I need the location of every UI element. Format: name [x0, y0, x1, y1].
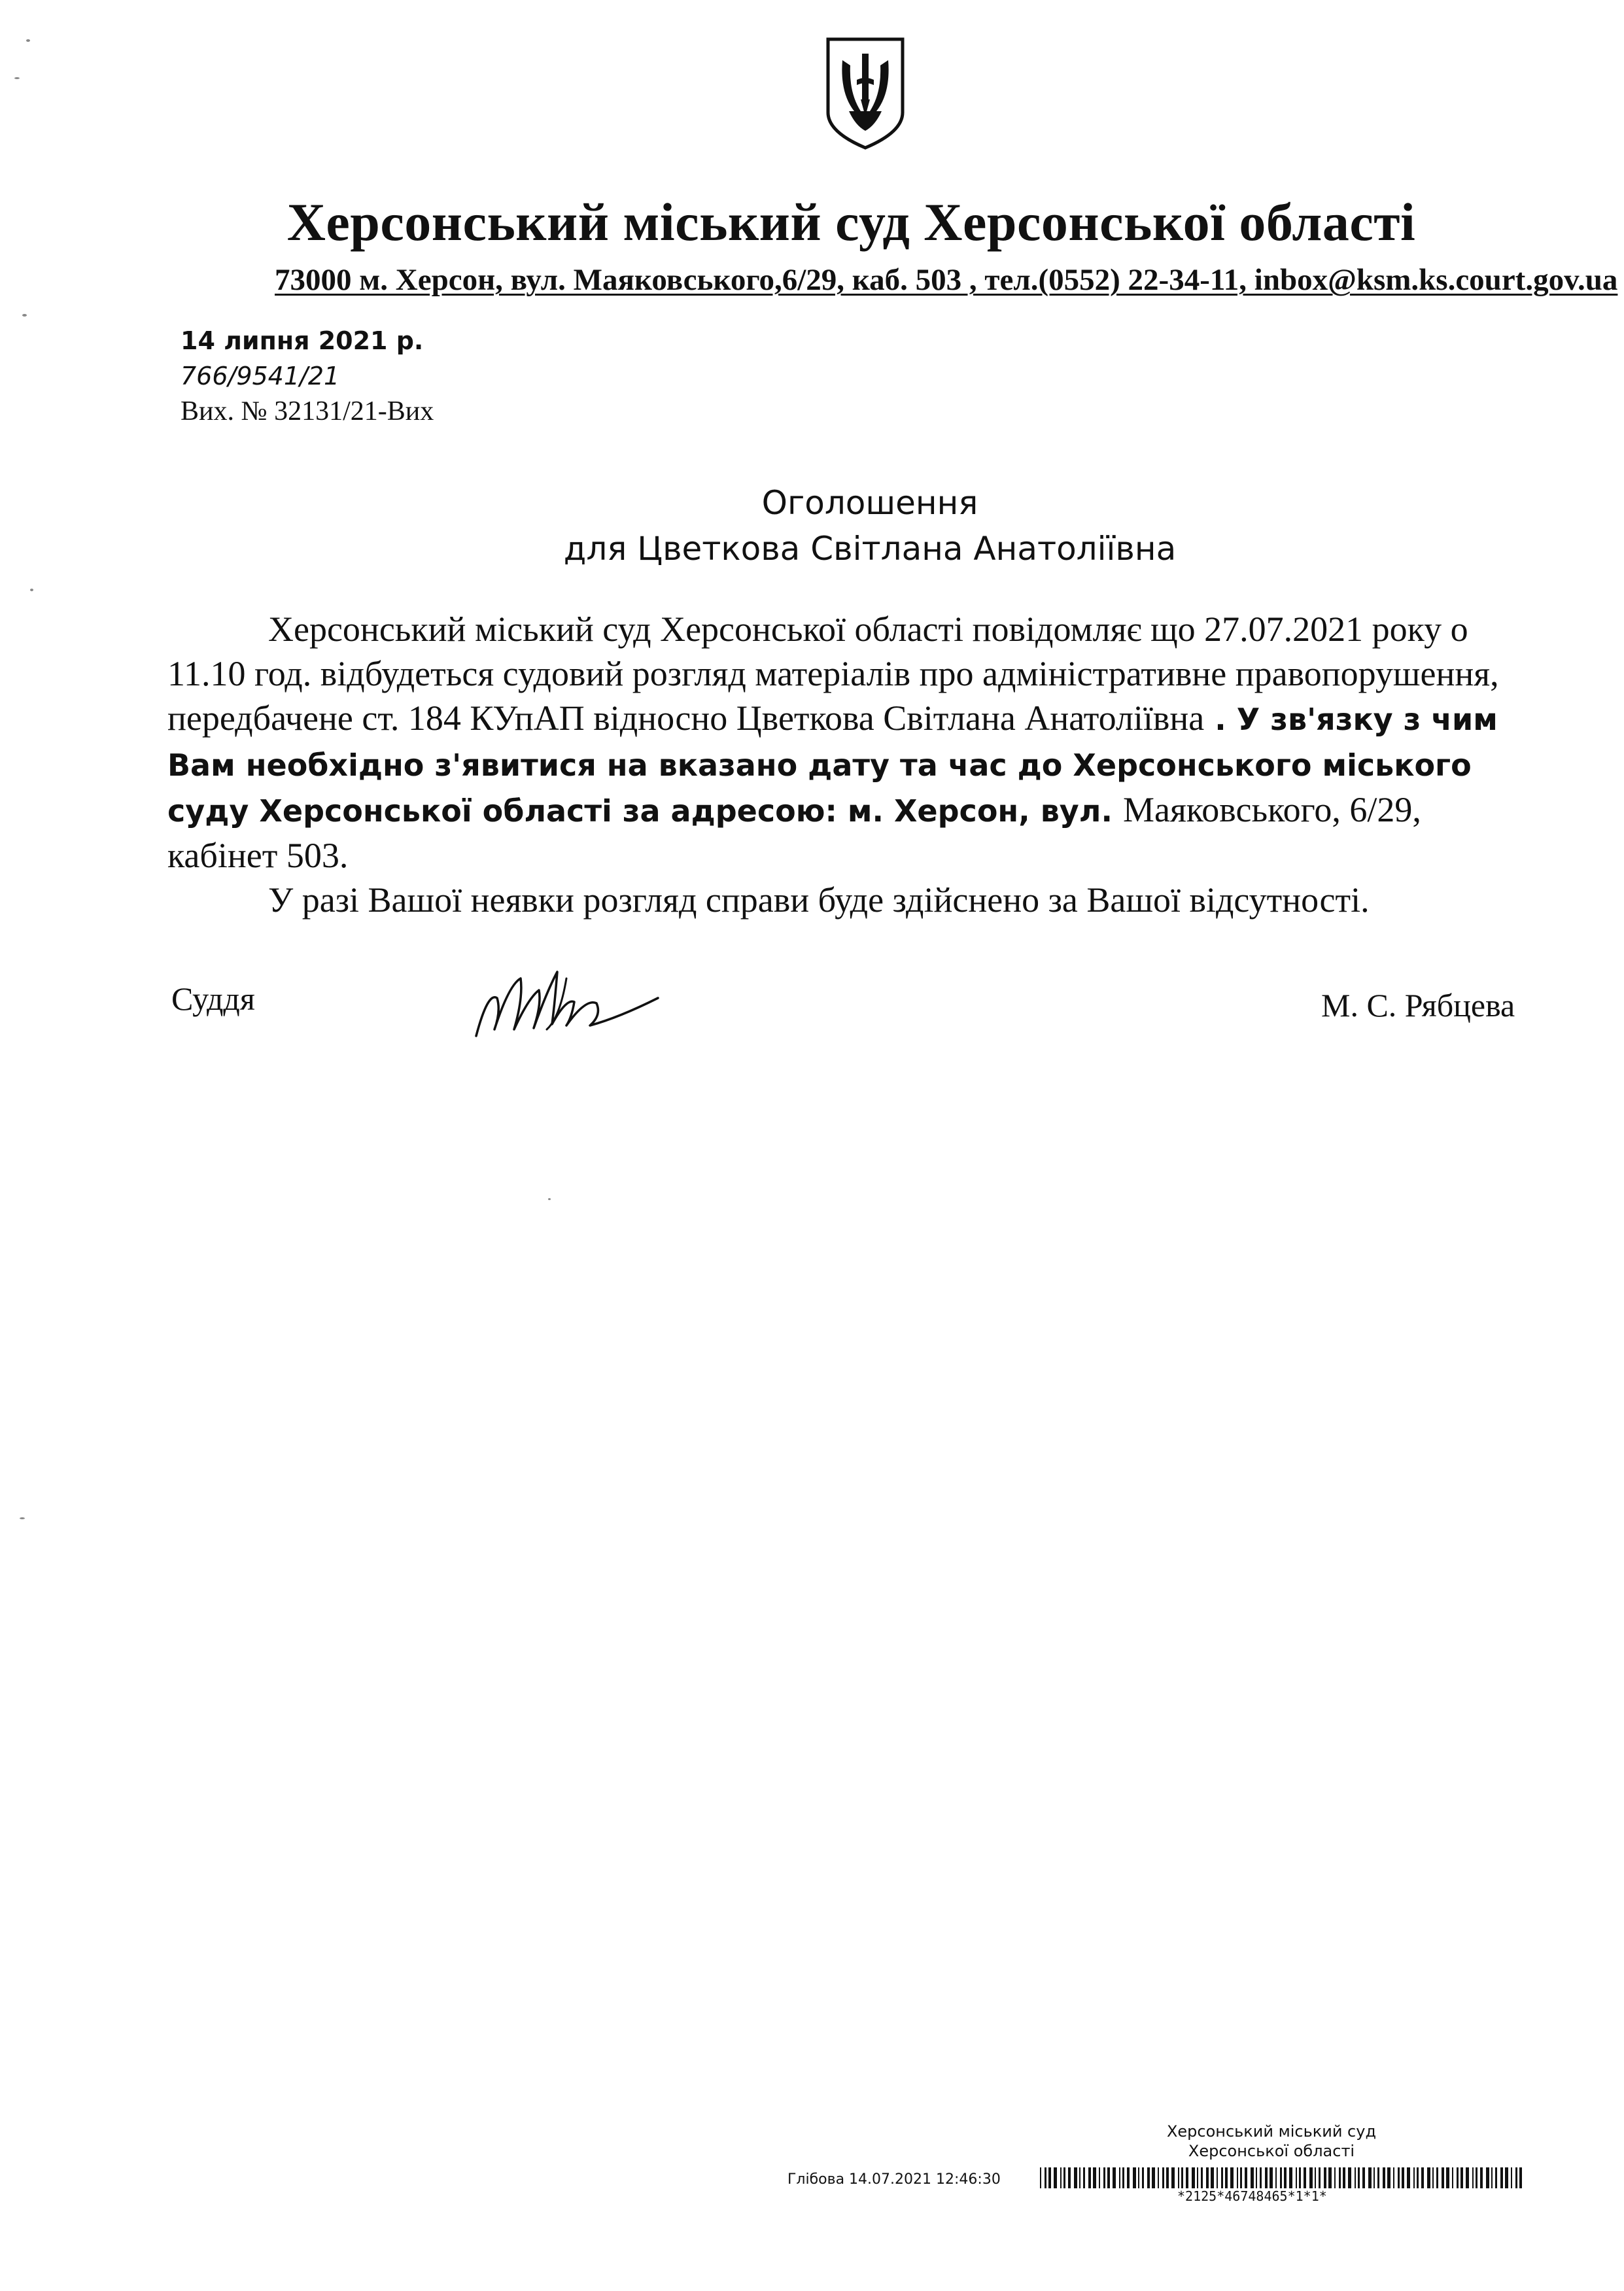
barcode-bar	[1491, 2167, 1493, 2188]
barcode-bar	[1093, 2167, 1096, 2188]
barcode-bar	[1178, 2167, 1179, 2188]
body-paragraph-1-part-3: Маяковського, 6/29, кабінет 503.	[167, 790, 1421, 875]
barcode-bar	[1315, 2167, 1316, 2188]
barcode-bar	[1171, 2167, 1175, 2188]
court-address: 73000 м. Херсон, вул. Маяковського,6/29, каб. 503 , тел.(0552) 22-34-11, inbox@ksm.ks.court.gov.ua	[275, 263, 1618, 297]
barcode-bar	[1284, 2167, 1287, 2188]
barcode-bar	[1407, 2167, 1410, 2188]
barcode-bar	[1505, 2167, 1508, 2188]
barcode-bar	[1460, 2167, 1463, 2188]
case-number: 766/9541/21	[181, 362, 340, 390]
scan-speck	[26, 39, 30, 42]
barcode-bar	[1343, 2167, 1345, 2188]
announcement-heading: Оголошення	[761, 484, 978, 522]
barcode-bar	[1099, 2167, 1100, 2188]
barcode-bar	[1181, 2167, 1183, 2188]
barcode-bar	[1186, 2167, 1188, 2188]
barcode-bar	[1472, 2167, 1474, 2188]
scan-speck	[22, 314, 27, 317]
barcode-bar	[1119, 2167, 1120, 2188]
barcode-bar	[1230, 2167, 1234, 2188]
barcode-bar	[1158, 2167, 1159, 2188]
barcode-bar	[1040, 2167, 1041, 2188]
barcode-bar	[1142, 2167, 1144, 2188]
court-name: Херсонський міський суд Херсонської області	[286, 192, 1416, 252]
barcode-bar	[1127, 2167, 1130, 2188]
barcode-bar	[1221, 2167, 1223, 2188]
barcode-bar	[1368, 2167, 1372, 2188]
barcode-bar	[1162, 2167, 1164, 2188]
announcement-title	[196, 480, 1544, 572]
barcode-bar	[1480, 2167, 1483, 2188]
barcode-bar	[1060, 2167, 1062, 2188]
scan-speck	[30, 589, 33, 591]
barcode-bar	[1436, 2167, 1438, 2188]
barcode-icon	[1040, 2167, 1524, 2188]
barcode-bar	[1217, 2167, 1218, 2188]
footer-court-stamp: Херсонський міський суд Херсонської області	[1166, 2122, 1377, 2160]
barcode-bar	[1045, 2167, 1046, 2188]
barcode-bar	[1054, 2167, 1057, 2188]
body-paragraph-1	[167, 607, 1502, 878]
barcode-bar	[1265, 2167, 1268, 2188]
barcode-bar	[1237, 2167, 1238, 2188]
barcode-bar	[1225, 2167, 1228, 2188]
barcode-bar	[1079, 2167, 1080, 2188]
barcode-bar	[1519, 2167, 1522, 2188]
barcode-bar	[1495, 2167, 1497, 2188]
barcode-bar	[1309, 2167, 1313, 2188]
barcode-bar	[1339, 2167, 1341, 2188]
barcode-bar	[1304, 2167, 1306, 2188]
barcode-bar	[1362, 2167, 1365, 2188]
barcode-bar	[1387, 2167, 1391, 2188]
barcode-bar	[1511, 2167, 1512, 2188]
barcode-bar	[1103, 2167, 1105, 2188]
barcode-text: *2125*46748465*1*1*	[1177, 2188, 1327, 2204]
document-date: 14 липня 2021 р.	[181, 326, 424, 355]
barcode-bar	[1432, 2167, 1434, 2188]
barcode-bar	[1358, 2167, 1360, 2188]
ukraine-trident-coat-of-arms-icon	[823, 34, 908, 152]
barcode-bar	[1240, 2167, 1242, 2188]
barcode-bar	[1334, 2167, 1336, 2188]
barcode-bar	[1147, 2167, 1150, 2188]
barcode-bar	[1421, 2167, 1424, 2188]
barcode-bar	[1275, 2167, 1277, 2188]
barcode-bar	[1063, 2167, 1065, 2188]
barcode-bar	[1328, 2167, 1332, 2188]
barcode-bar	[1417, 2167, 1419, 2188]
barcode-bar	[1393, 2167, 1394, 2188]
barcode-bar	[1348, 2167, 1351, 2188]
barcode-bar	[1138, 2167, 1139, 2188]
footer-operator-timestamp: Глібова 14.07.2021 12:46:30	[787, 2171, 1001, 2188]
barcode-bar	[1427, 2167, 1430, 2188]
barcode-bar	[1500, 2167, 1503, 2188]
barcode-bar	[1446, 2167, 1449, 2188]
announcement-body	[167, 607, 1502, 922]
barcode-bar	[1245, 2167, 1247, 2188]
barcode-bar	[1457, 2167, 1459, 2188]
judge-name: М. С. Рябцева	[1321, 987, 1515, 1024]
body-paragraph-1-part-1: Херсонський міський суд Херсонської області повідомляє що 27.07.2021 року о 11.10 год. відбудеться судовий розгляд матеріалів про адміністративне правопорушення, передбачене ст. 184 КУпАП відносно Цветкова Світлана Анатоліївна	[167, 610, 1499, 738]
barcode-bar	[1113, 2167, 1116, 2188]
barcode-bar	[1476, 2167, 1477, 2188]
barcode-bar	[1486, 2167, 1489, 2188]
barcode-bar	[1383, 2167, 1385, 2188]
document-meta	[181, 323, 434, 429]
barcode-bar	[1083, 2167, 1085, 2188]
barcode-bar	[1048, 2167, 1051, 2188]
barcode-bar	[1280, 2167, 1282, 2188]
barcode-bar	[1197, 2167, 1198, 2188]
scan-speck	[548, 1198, 551, 1200]
barcode-bar	[1398, 2167, 1400, 2188]
outgoing-number: Вих. № 32131/21-Вих	[181, 396, 434, 426]
barcode-bar	[1260, 2167, 1262, 2188]
barcode-bar	[1373, 2167, 1375, 2188]
barcode-bar	[1355, 2167, 1356, 2188]
barcode-bar	[1088, 2167, 1091, 2188]
barcode-bar	[1289, 2167, 1292, 2188]
barcode-bar	[1515, 2167, 1517, 2188]
barcode-bar	[1152, 2167, 1155, 2188]
barcode-bar	[1251, 2167, 1254, 2188]
barcode-bar	[1201, 2167, 1203, 2188]
barcode-bar	[1402, 2167, 1404, 2188]
barcode-bar	[1413, 2167, 1415, 2188]
barcode-bar	[1377, 2167, 1379, 2188]
barcode-bar	[1211, 2167, 1214, 2188]
scan-speck	[14, 77, 20, 79]
barcode-bar	[1452, 2167, 1453, 2188]
barcode-bar	[1107, 2167, 1110, 2188]
body-paragraph-2: У разі Вашої неявки розгляд справи буде здійснено за Вашої відсутності.	[268, 880, 1370, 920]
scan-speck	[20, 1517, 25, 1519]
barcode-bar	[1206, 2167, 1209, 2188]
announcement-recipient: для Цветкова Світлана Анатоліївна	[563, 530, 1177, 568]
barcode-bar	[1256, 2167, 1257, 2188]
barcode-bar	[1319, 2167, 1321, 2188]
barcode-bar	[1166, 2167, 1169, 2188]
barcode-bar	[1442, 2167, 1444, 2188]
barcode-bar	[1068, 2167, 1071, 2188]
barcode-bar	[1466, 2167, 1469, 2188]
barcode-bar	[1133, 2167, 1136, 2188]
barcode-bar	[1299, 2167, 1301, 2188]
handwritten-signature-icon	[468, 952, 665, 1050]
barcode-bar	[1296, 2167, 1297, 2188]
barcode-bar	[1324, 2167, 1326, 2188]
barcode-bar	[1122, 2167, 1124, 2188]
barcode-bar	[1270, 2167, 1273, 2188]
judge-role-label: Суддя	[171, 980, 255, 1017]
barcode-bar	[1074, 2167, 1077, 2188]
body-paragraph-1-part-2: . У зв'язку з чим Вам необхідно з'явитися на вказано дату та час до Херсонського міського суду Херсонської області за адресою: м. Херсон, вул.	[167, 702, 1498, 829]
barcode-bar	[1192, 2167, 1195, 2188]
